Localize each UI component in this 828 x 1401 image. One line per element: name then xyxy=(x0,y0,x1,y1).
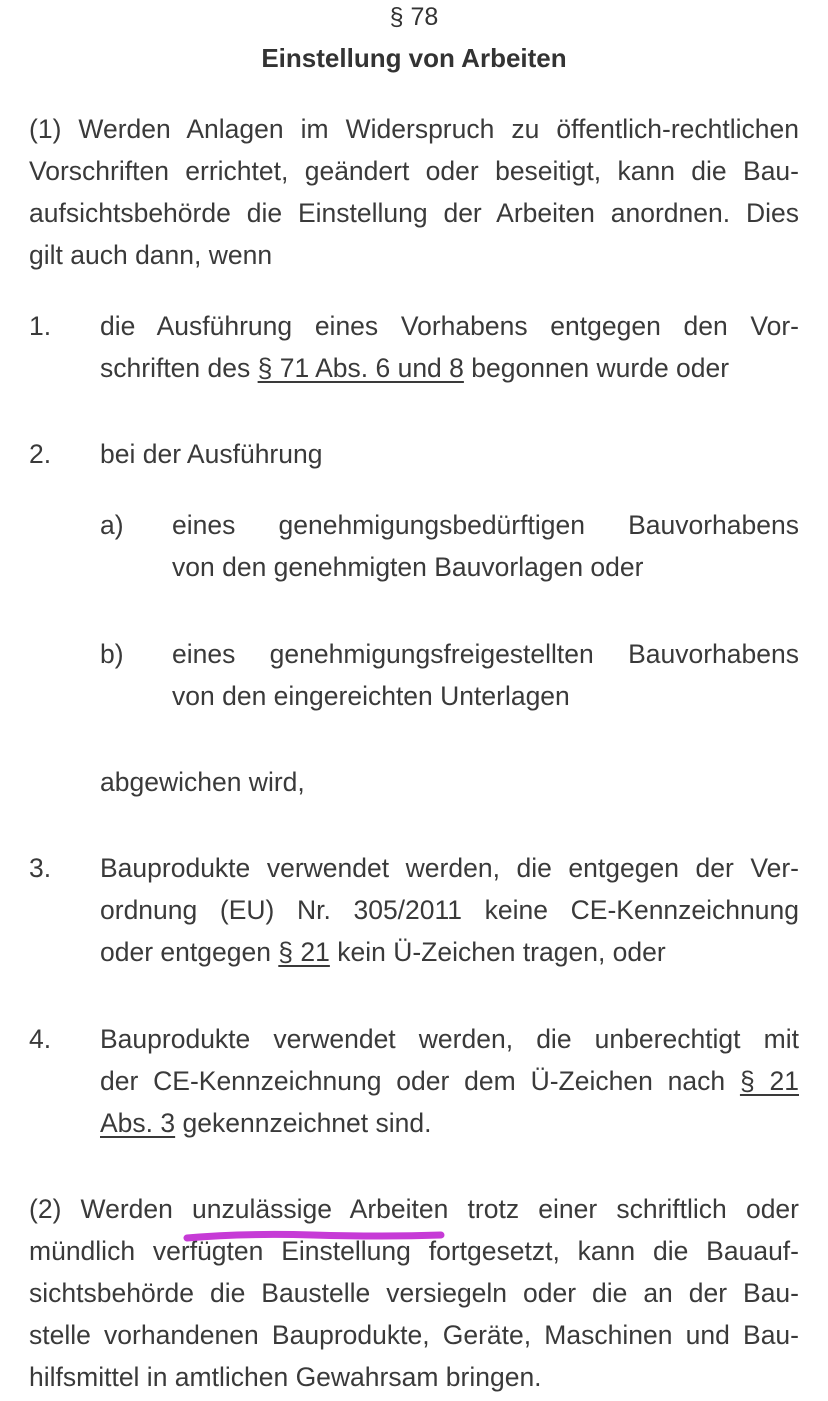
paragraph-1-line: gilt auch dann, wenn xyxy=(29,240,273,270)
subitem-a-letter: a) xyxy=(100,510,124,540)
item-1-text xyxy=(100,305,799,389)
item-3-line: ordnung (EU) Nr. 305/2011 keine CE-Kennzeichnung xyxy=(100,895,799,925)
paragraph-2-line: hilfsmittel in amtlichen Gewahrsam bringen. xyxy=(29,1362,542,1392)
subitem-a-line: von den genehmigten Bauvorlagen oder xyxy=(172,552,644,582)
item-2-text xyxy=(100,433,799,475)
item-2-tail xyxy=(100,761,799,803)
paragraph-2-line: sichtsbehörde die Baustelle versiegeln oder die an der Bau- xyxy=(29,1278,799,1308)
subitem-a-line: eines genehmigungsbedürftigen Bauvorhabens xyxy=(172,510,799,540)
item-2-number: 2. xyxy=(29,439,52,469)
item-2-line: bei der Ausführung xyxy=(100,439,323,469)
item-1-line2-tail: begonnen wurde oder xyxy=(463,353,730,383)
section-title: Einstellung von Arbeiten xyxy=(261,43,567,73)
item-2-tail-line: abgewichen wird, xyxy=(100,767,305,797)
subitem-b-letter: b) xyxy=(100,639,124,669)
subitem-a-text xyxy=(172,504,799,588)
item-4-line3-tail: gekennzeichnet sind. xyxy=(175,1108,432,1138)
subitem-b-line: eines genehmigungsfreigestellten Bauvorhabens xyxy=(172,639,799,669)
item-4-line xyxy=(100,1102,799,1144)
subitem-b-text xyxy=(172,633,799,717)
paragraph-1-line: Vorschriften errichtet, geändert oder beseitigt, kann die Bau- xyxy=(29,156,799,186)
subitem-b-line: von den eingereichten Unterlagen xyxy=(172,681,570,711)
item-3-number: 3. xyxy=(29,853,52,883)
item-3-line xyxy=(100,931,799,973)
item-4-line2-text: der CE-Kennzeichnung oder dem Ü-Zeichen nach xyxy=(100,1066,740,1096)
item-1-line: die Ausführung eines Vorhabens entgegen den Vor- xyxy=(100,311,799,341)
item-3-text xyxy=(100,847,799,973)
paragraph-2-line: (2) Werden unzulässige Arbeiten trotz einer schriftlich oder xyxy=(29,1194,799,1224)
link-abs-3[interactable]: Abs. 3 xyxy=(100,1108,176,1138)
paragraph-1-line: (1) Werden Anlagen im Widerspruch zu öffentlich-rechtlichen xyxy=(29,114,799,144)
item-4-line xyxy=(100,1060,799,1102)
item-4-text xyxy=(100,1018,799,1144)
link-section-21-abs-3[interactable]: § 21 xyxy=(739,1066,799,1096)
paragraph-2-line: mündlich verfügten Einstellung fortgesetzt, kann die Bauauf- xyxy=(29,1236,799,1266)
item-4-number: 4. xyxy=(29,1024,52,1054)
item-1-number: 1. xyxy=(29,311,52,341)
paragraph-2-line: stelle vorhandenen Bauprodukte, Geräte, Maschinen und Bau- xyxy=(29,1320,799,1350)
item-3-line: Bauprodukte verwendet werden, die entgegen der Ver- xyxy=(100,853,799,883)
item-3-line3-tail: kein Ü-Zeichen tragen, oder xyxy=(329,937,666,967)
paragraph-1 xyxy=(29,108,799,276)
item-3-line3-text: oder entgegen xyxy=(100,937,279,967)
item-1-line xyxy=(100,347,799,389)
item-1-line2-text: schriften des xyxy=(100,353,258,383)
link-section-71[interactable]: § 71 Abs. 6 und 8 xyxy=(257,353,464,383)
link-section-21[interactable]: § 21 xyxy=(278,937,330,967)
item-4-line: Bauprodukte verwendet werden, die unberechtigt mit xyxy=(100,1024,799,1054)
paragraph-2 xyxy=(29,1188,799,1398)
paragraph-1-line: aufsichtsbehörde die Einstellung der Arbeiten anordnen. Dies xyxy=(29,198,799,228)
section-number: § 78 xyxy=(389,3,439,31)
